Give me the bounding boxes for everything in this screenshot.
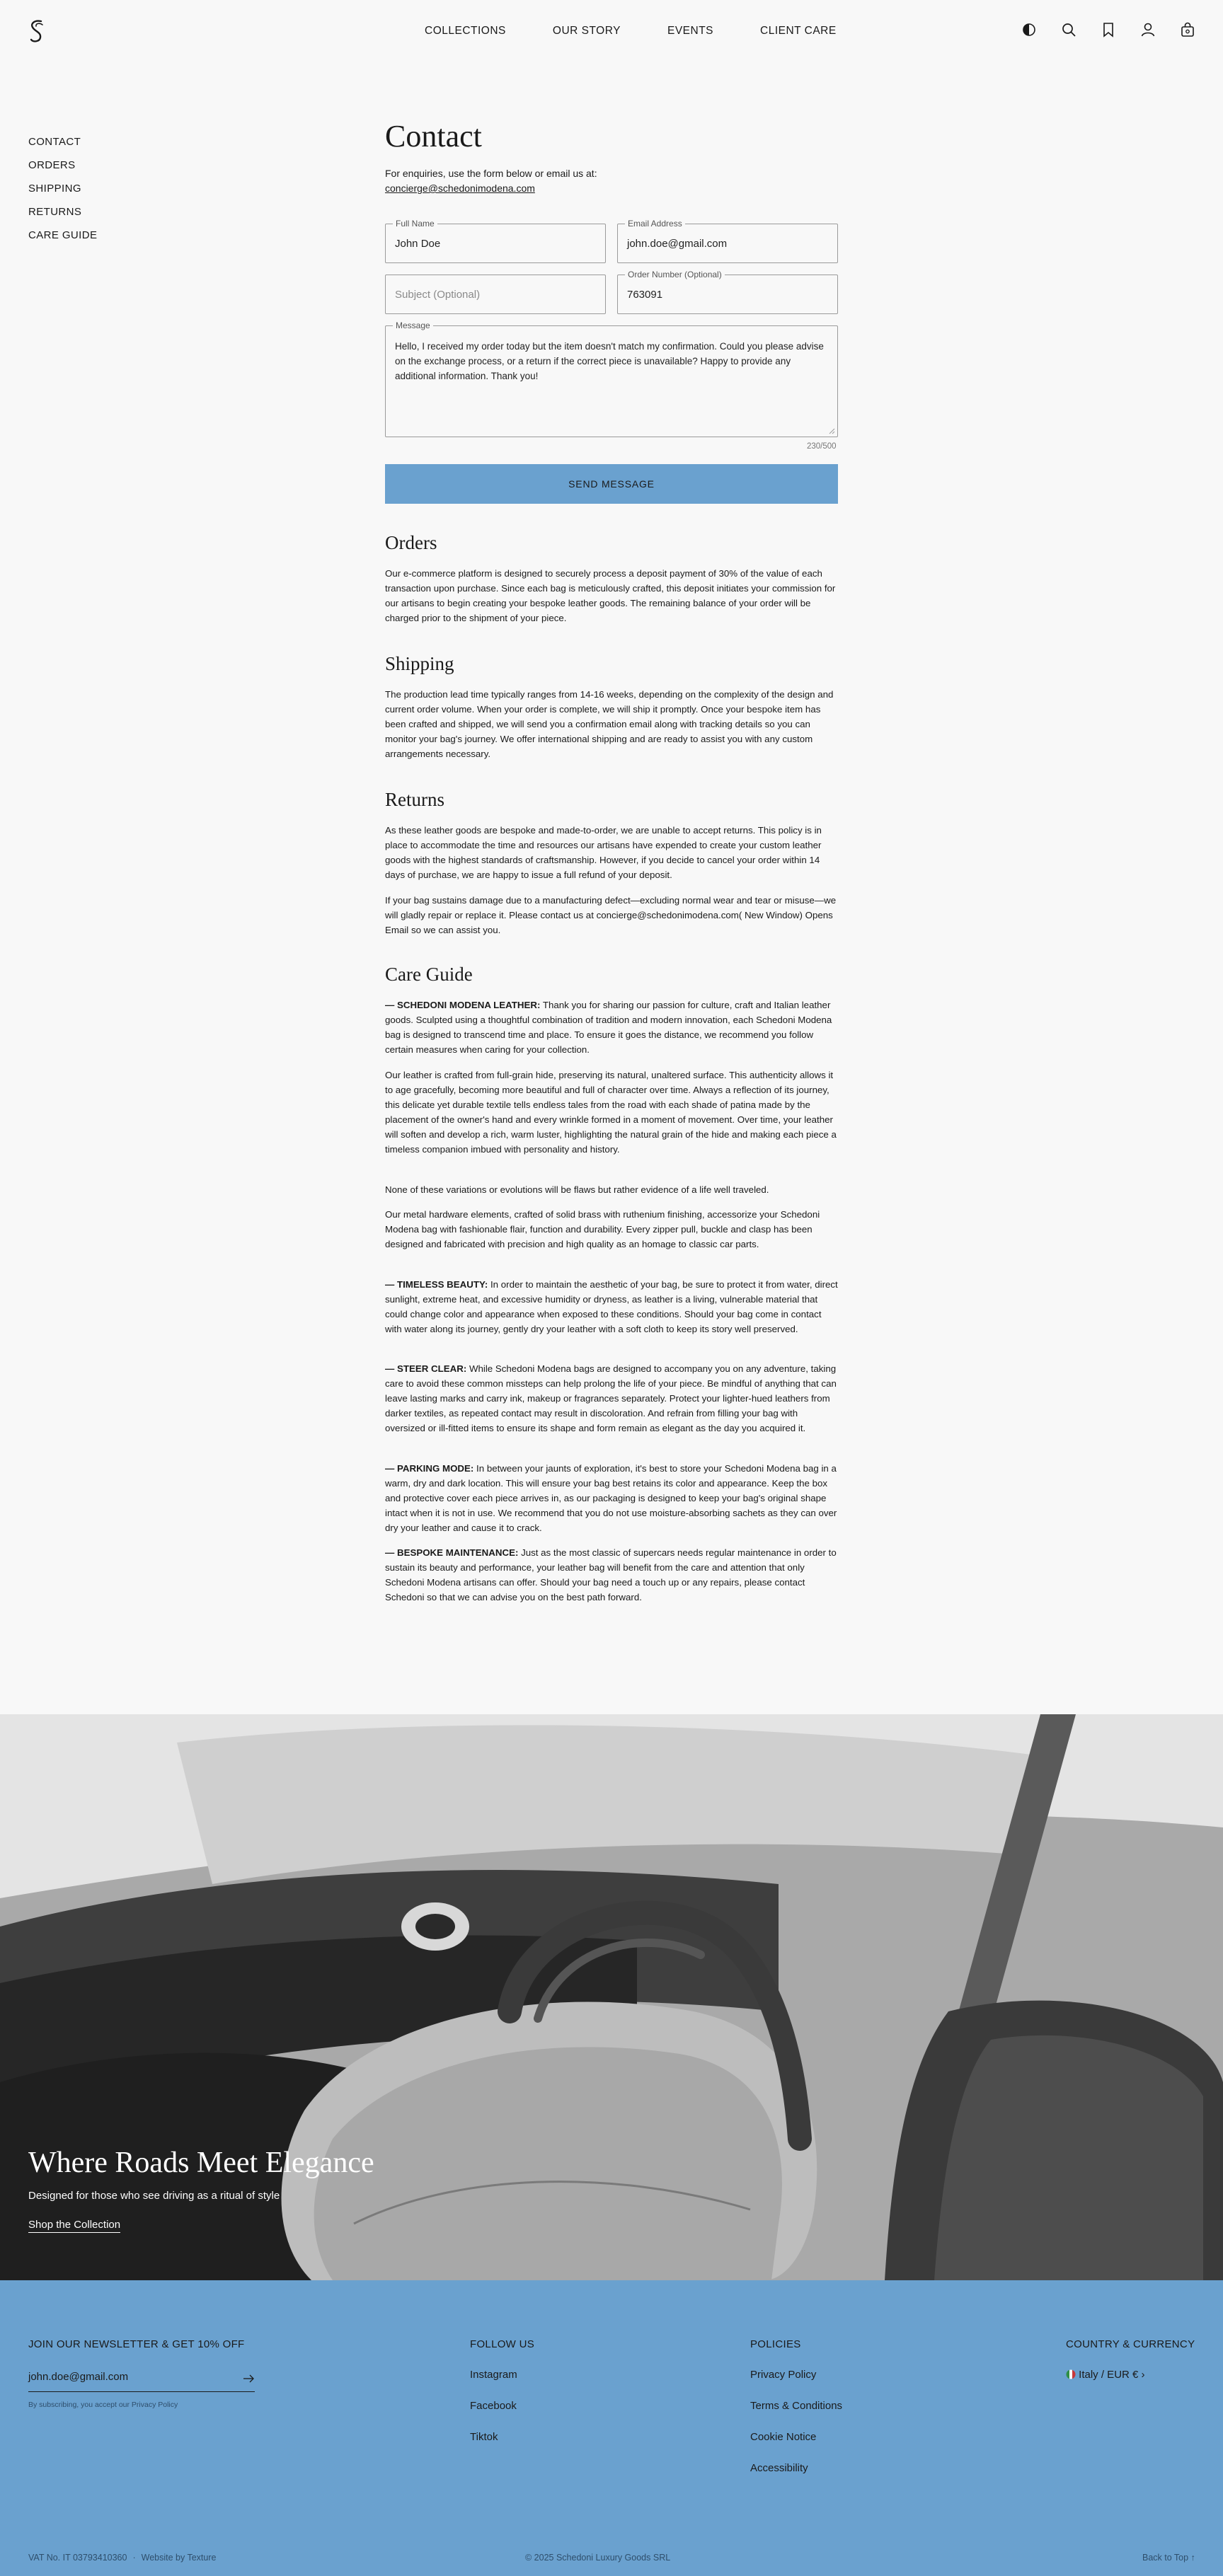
care-paragraph-1-lead: — SCHEDONI MODENA LEATHER: [385,1000,541,1010]
sidebar-item-contact[interactable]: CONTACT [28,136,81,148]
full-name-label: Full Name [393,218,437,229]
hero-title: Where Roads Meet Elegance [28,2147,374,2179]
privacy-policy-link[interactable]: Privacy Policy [750,2369,817,2381]
hero-banner [0,1714,1223,2280]
submit-arrow-icon[interactable] [242,2372,255,2385]
site-header [0,0,1223,62]
nav-events[interactable]: EVENTS [667,25,713,37]
subject-field[interactable] [385,275,606,314]
country-value: Italy / EUR € [1079,2369,1139,2381]
newsletter-column [28,2338,245,2369]
email-label: Email Address [625,218,685,229]
care-paragraph-6-lead: — STEER CLEAR: [385,1363,467,1374]
message-field[interactable] [385,320,838,437]
nav-collections[interactable]: COLLECTIONS [425,25,506,37]
follow-column [470,2338,534,2462]
policies-title: POLICIES [750,2338,801,2350]
order-number-value: 763091 [627,289,663,301]
theme-toggle-icon[interactable] [1021,21,1038,38]
cookie-notice-link[interactable]: Cookie Notice [750,2431,817,2443]
orders-title: Orders [385,532,437,553]
sidebar-item-shipping[interactable]: SHIPPING [28,183,81,195]
account-icon[interactable] [1139,21,1156,38]
care-paragraph-4: Our metal hardware elements, crafted of solid brass with ruthenium finishing, accessorize your Schedoni Modena bag with fashionable flair, function and durability. Every zipper pull, buckle and clasp has been designed and fabricated with precision and high quality as an homage to classic car parts. [385,1209,820,1249]
country-column [1066,2338,1195,2400]
contact-email-link[interactable]: concierge@schedonimodena.com [385,183,535,194]
sidebar-item-care-guide[interactable]: CARE GUIDE [28,229,98,241]
care-paragraph-1 [385,998,838,1057]
newsletter-note: By subscribing, you accept our Privacy Policy [28,2401,178,2409]
care-guide-title: Care Guide [385,964,473,985]
instagram-link[interactable]: Instagram [470,2369,517,2381]
send-message-button[interactable]: SEND MESSAGE [385,464,838,504]
email-field[interactable] [617,219,838,263]
care-paragraph-5-text: In order to maintain the aesthetic of your bag, be sure to protect it from water, direct sunlight, extreme heat, and excessive humidity or dryness, as leather is a living, vulnerable material that could change color and appearance when exposed to these conditions. Should your bag come in contact with water along its journey, gently dry your leather with a soft cloth to keep its story well preserved. [385,1279,838,1334]
vat-number: VAT No. IT 03793410360 [28,2553,127,2563]
shipping-title: Shipping [385,653,454,674]
contact-section [385,117,838,196]
message-value: Hello, I received my order today but the item doesn't match my confirmation. Could you please advise on the exchange process, or a return if the correct piece is unavailable? Happy to provide any additional information. Thank you! [395,341,824,381]
site-footer [0,2280,1223,2576]
nav-our-story[interactable]: OUR STORY [552,25,621,37]
back-to-top-link[interactable]: Back to Top ↑ [1142,2553,1195,2563]
care-paragraph-3: None of these variations or evolutions will be flaws but rather evidence of a life well traveled. [385,1184,769,1195]
care-paragraph-5 [385,1277,838,1336]
order-number-label: Order Number (Optional) [625,269,725,280]
message-counter: 230/500 [807,442,837,451]
texture-credit-link[interactable]: Website by Texture [141,2553,217,2563]
care-paragraph-6 [385,1361,838,1436]
resize-handle-icon[interactable] [829,428,835,434]
care-paragraph-5-lead: — TIMELESS BEAUTY: [385,1279,488,1290]
sidebar-item-returns[interactable]: RETURNS [28,206,82,218]
separator: · [132,2553,136,2563]
care-paragraph-8-text: Just as the most classic of supercars needs regular maintenance in order to sustain its beauty and performance, your leather bag will benefit from the care and attention that only Schedoni Modena artisans can offer. Should your bag need a touch up or any repairs, please contact Schedoni so that we can advise you on the best path forward. [385,1547,837,1602]
logo-icon[interactable] [27,18,47,44]
order-number-field[interactable] [617,270,838,314]
returns-text-2: If your bag sustains damage due to a manufacturing defect—excluding normal wear and tear or misuse—we will gladly repair or replace it. Please contact us at concierge@schedonimodena.com( New Window) Opens Email so we can assist you. [385,895,837,935]
sidebar-item-orders[interactable]: ORDERS [28,159,76,171]
terms-link[interactable]: Terms & Conditions [750,2400,843,2412]
care-paragraph-8-lead: — BESPOKE MAINTENANCE: [385,1547,519,1558]
care-paragraph-7 [385,1461,838,1535]
country-selector[interactable] [1066,2369,1195,2400]
care-paragraph-7-lead: — PARKING MODE: [385,1463,474,1474]
care-paragraph-6-text: While Schedoni Modena bags are designed to accompany you on any adventure, taking care to avoid these common missteps can help prolong the life of your piece. Be mindful of anything that can leave lasting marks and carry ink, makeup or fragrances separately. Protect your lighter-hued leathers from darker textiles, as repeated contact may result in discoloration. And refrain from filling your bag with oversized or ill-fitted items to ensure its shape and form remain as elegant as the day you acquired it. [385,1363,837,1433]
facebook-link[interactable]: Facebook [470,2400,517,2412]
policies-column [750,2338,842,2493]
full-name-value: John Doe [395,238,441,250]
care-paragraph-2: Our leather is crafted from full-grain hide, preserving its natural, unaltered surface. This authenticity allows it to age gracefully, becoming more beautiful and full of character over time. Always a reflection of its journey, this delicate yet durable textile tells endless tales from the road with each shade of patina made by the placement of the owner's hand and every wrinkle formed in a moment of movement. Over time, your leather will soften and develop a rich, warm luster, highlighting the natural grain of the hide and making each piece a timeless companion imbued with personality and history. [385,1070,837,1155]
newsletter-email-value: john.doe@gmail.com [28,2371,129,2383]
returns-title: Returns [385,789,444,810]
tiktok-link[interactable]: Tiktok [470,2431,498,2443]
hero-subtitle: Designed for those who see driving as a ritual of style [28,2190,280,2202]
shipping-text: The production lead time typically ranges from 14-16 weeks, depending on the complexity of the design and current order volume. When your order is complete, we will ship it promptly. Once your bespoke item has been crafted and shipped, we will send you a confirmation email along with tracking details so you can monitor your bag's journey. We offer international shipping and are ready to assist you with any custom arrangements necessary. [385,689,834,759]
header-icons [1021,21,1196,38]
newsletter-title: JOIN OUR NEWSLETTER & GET 10% OFF [28,2338,245,2350]
newsletter-email-input[interactable] [28,2371,255,2392]
follow-title: FOLLOW US [470,2338,535,2350]
shop-collection-link[interactable]: Shop the Collection [28,2219,120,2233]
nav-client-care[interactable]: CLIENT CARE [760,25,837,37]
care-paragraph-1-text: Thank you for sharing our passion for culture, craft and Italian leather goods. Sculpted using a thoughtful combination of tradition and modern innovation, each Schedoni Modena bag is designed to transcend time and place. To ensure it goes the distance, we recommend you follow certain measures when caring for your collection. [385,1000,832,1055]
main-nav [425,0,883,62]
care-paragraph-7-text: In between your jaunts of exploration, it's best to store your Schedoni Modena bag in a warm, dry and dark location. This will ensure your bag best retains its color and appearance. Keep the box and protective cover each piece arrives in, as our packaging is designed to keep your bag's original shape intact when it is not in use. We recommend that you do not use moisture-absorbing sachets as they can over dry your leather and cause it to crack. [385,1463,837,1533]
country-title: COUNTRY & CURRENCY [1066,2338,1195,2350]
care-paragraph-8 [385,1545,838,1605]
contact-intro-text: For enquiries, use the form below or email us at: [385,168,597,179]
footer-legal [28,2553,216,2563]
full-name-field[interactable] [385,219,606,263]
bookmark-icon[interactable] [1100,21,1117,38]
orders-text: Our e-commerce platform is designed to securely process a deposit payment of 30% of the value of each transaction upon purchase. Since each bag is meticulously crafted, this deposit initiates your commission for our artisans to begin creating your bespoke leather goods. The remaining balance of your order will be charged prior to the shipment of your piece. [385,568,836,623]
bag-icon[interactable] [1179,21,1196,38]
subject-placeholder: Subject (Optional) [395,289,481,301]
email-value: john.doe@gmail.com [627,238,728,250]
copyright: © 2025 Schedoni Luxury Goods SRL [525,2553,671,2563]
client-care-sidebar [28,136,97,253]
returns-text-1: As these leather goods are bespoke and made-to-order, we are unable to accept returns. This policy is in place to accommodate the time and resources our artisans have expended to create your custom leather goods with the highest standards of craftsmanship. However, if you decide to cancel your order within 14 days of purchase, we are happy to issue a full refund of your deposit. [385,825,822,880]
chevron-right-icon: › [1141,2369,1145,2381]
contact-intro [385,166,838,196]
accessibility-link[interactable]: Accessibility [750,2462,808,2474]
italy-flag-icon [1066,2369,1076,2379]
page-title: Contact [385,119,482,154]
search-icon[interactable] [1060,21,1077,38]
message-label: Message [393,320,433,331]
